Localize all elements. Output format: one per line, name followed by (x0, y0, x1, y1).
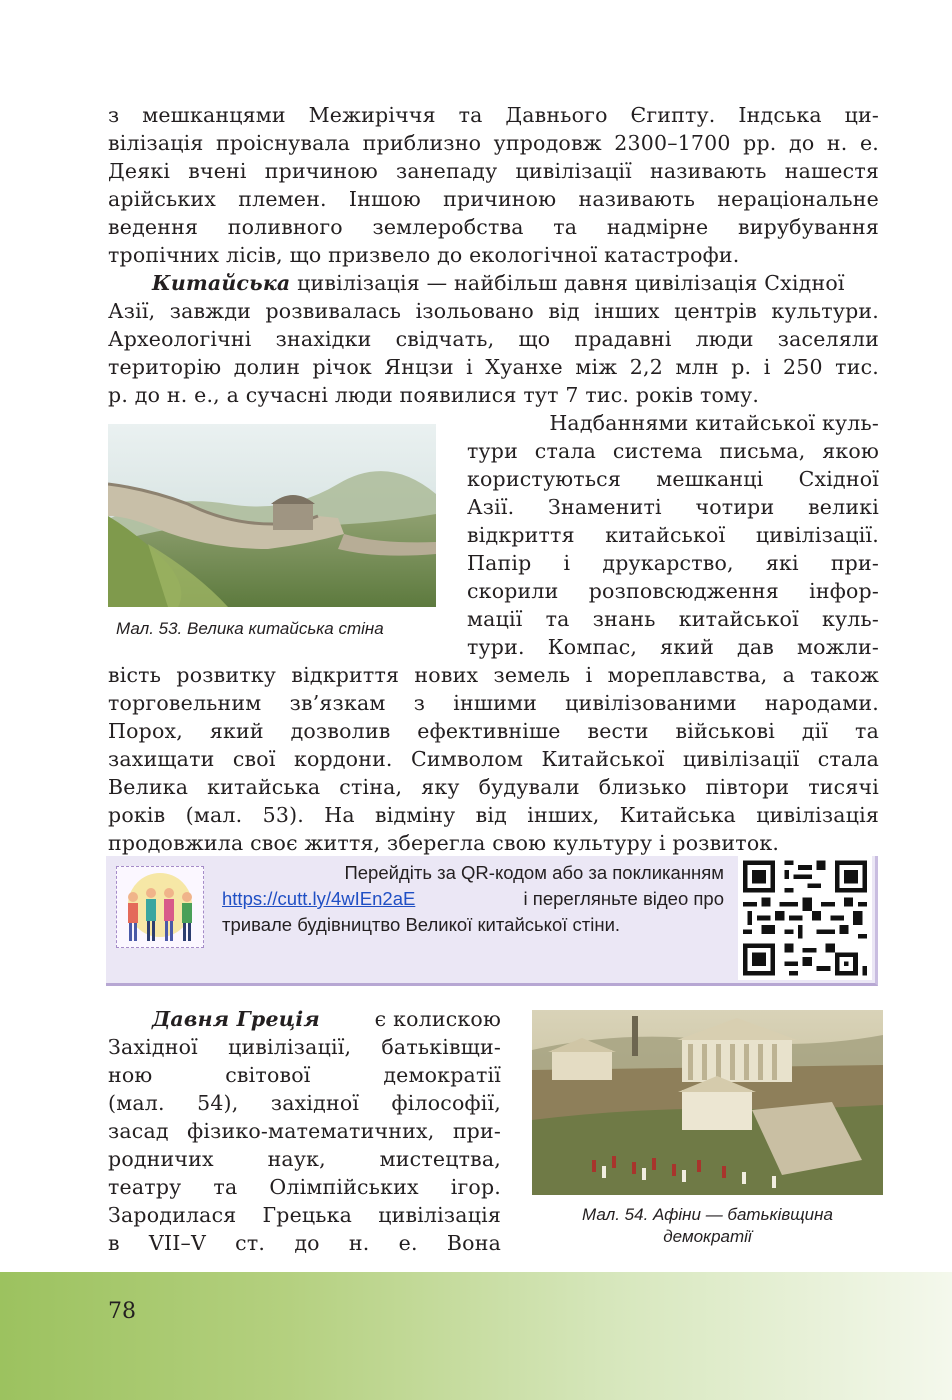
qr-text-run: і перегляньте відео про (518, 888, 724, 909)
text-line: тури стала система письма, якою (467, 439, 879, 463)
text-line: ною світової демократії (108, 1063, 501, 1087)
text-line: Деякі вчені причиною занепаду цивілізації називають нашестя (108, 159, 879, 183)
text-line: Азії, завжди розвивалась ізольовано від інших центрів культури. (108, 299, 879, 323)
text-line (152, 269, 879, 297)
text-line: вість розвитку відкриття нових земель і мореплавства, а також (108, 663, 879, 687)
text-line: тури. Компас, який дав можли- (467, 635, 879, 659)
figure-54-caption-line1: Мал. 54. Афіни — батьківщина (582, 1205, 833, 1224)
text-line: Азії. Знамениті чотири великі (467, 495, 879, 519)
text-line: з мешканцями Межиріччя та Давнього Єгипту. Індська ци- (108, 103, 879, 127)
text-line: Надбаннями китайської куль- (549, 411, 879, 435)
text-line: театру та Олімпійських ігор. (108, 1175, 501, 1199)
term-chinese: Китайська (152, 271, 291, 295)
video-link[interactable]: https://cutt.ly/4wIEn2aE (222, 888, 416, 909)
text-run: є колискою (367, 1007, 501, 1031)
page-number: 78 (108, 1299, 136, 1324)
text-line: Папір і друкарство, які при- (467, 551, 879, 575)
great-wall-image (108, 424, 436, 607)
text-line: торговельним зв’язкам з іншими цивілізованими народами. (108, 691, 879, 715)
text-line: Зародилася Грецька цивілізація (108, 1203, 501, 1227)
text-run: цивілізація — найбільш давня цивілізація Східної (290, 271, 845, 295)
text-line: мації та знань китайської куль- (467, 607, 879, 631)
text-line: користуються мешканці Східної (467, 467, 879, 491)
text-line: Велика китайська стіна, яку будували близько півтори тисячі (108, 775, 879, 799)
text-line: років (мал. 53). На відміну від інших, Китайська цивілізація (108, 803, 879, 827)
people-illustration-icon (116, 866, 204, 948)
text-line: Порох, який дозволив ефективніше вести військові дії та (108, 719, 879, 743)
text-line: вілізація проіснувала приблизно упродовж 2300–1700 рр. до н. е. (108, 131, 879, 155)
text-line: скорили розповсюдження інфор- (467, 579, 879, 603)
text-line: в VII–V ст. до н. е. Вона (108, 1231, 501, 1255)
text-line: продовжила своє життя, зберегла свою культуру і розвиток. (108, 831, 780, 855)
athens-acropolis-image (532, 1010, 883, 1195)
qr-video-box (106, 856, 878, 986)
qr-text-line: Перейдіть за QR-кодом або за покликанням (344, 862, 724, 883)
text-line: (мал. 54), західної філософії, (108, 1091, 501, 1115)
qr-code[interactable] (738, 856, 872, 980)
text-line: тропічних лісів, що призвело до екологічної катастрофи. (108, 243, 740, 267)
text-line: родничих наук, мистецтва, (108, 1147, 501, 1171)
footer-band (0, 1272, 952, 1400)
term-ancient-greece: Давня Греція (152, 1007, 320, 1031)
text-line (152, 1005, 501, 1033)
text-line: захищати свої кордони. Символом Китайської цивілізації стала (108, 747, 879, 771)
text-line: Західної цивілізації, батьківщи- (108, 1035, 501, 1059)
qr-text-line (222, 886, 724, 912)
qr-text-line: тривале будівництво Великої китайської стіни. (222, 914, 621, 935)
text-line: р. до н. е., а сучасні люди появилися тут 7 тис. років тому. (108, 383, 760, 407)
text-line: засад фізико-математичних, при- (108, 1119, 501, 1143)
text-line: ведення поливного землеробства та надмірне вирубування (108, 215, 879, 239)
figure-54-caption-line2: демократії (663, 1227, 752, 1246)
text-line: арійських племен. Іншою причиною називають нераціональне (108, 187, 879, 211)
text-line: відкриття китайської цивілізації. (467, 523, 879, 547)
text-line: територію долин річок Янцзи і Хуанхе між 2,2 млн р. і 250 тис. (108, 355, 879, 379)
text-line: Археологічні знахідки свідчать, що прадавні люди заселяли (108, 327, 879, 351)
figure-53-caption: Мал. 53. Велика китайська стіна (116, 619, 384, 638)
